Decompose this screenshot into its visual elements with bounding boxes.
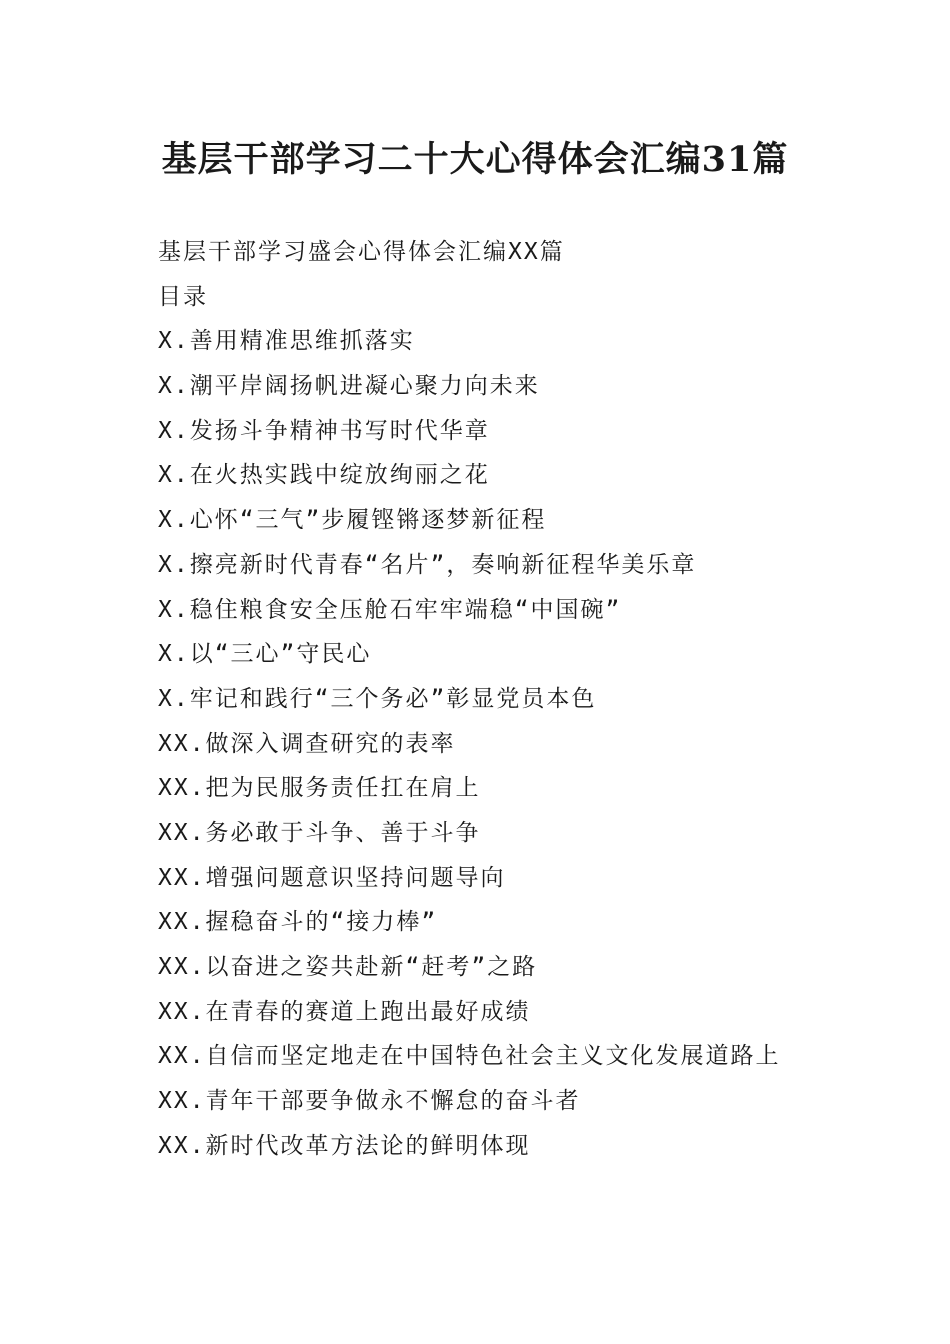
toc-item-text: 增强问题意识坚持问题导向 [205, 864, 506, 891]
toc-item-number: XX. [158, 819, 206, 846]
toc-item-number: X. [158, 328, 190, 355]
toc-item-number: X. [158, 641, 190, 668]
toc-item-number: XX. [158, 775, 206, 802]
toc-item-number: XX. [158, 1132, 206, 1159]
toc-item-text: 把为民服务责任扛在肩上 [205, 775, 481, 802]
toc-item-number: XX. [158, 1043, 206, 1070]
toc-item-text: 心怀“三气”步履铿锵逐梦新征程 [189, 507, 547, 534]
toc-item-text: 潮平岸阔扬帆进凝心聚力向未来 [189, 373, 540, 400]
toc-item [158, 588, 918, 633]
toc-item [158, 945, 918, 990]
toc-item-text: 善用精准思维抓落实 [189, 328, 415, 355]
toc-item [158, 1079, 918, 1124]
toc-item-number: X. [158, 596, 190, 623]
toc-item [158, 409, 918, 454]
toc-item [158, 543, 918, 588]
toc-item-number: X. [158, 685, 190, 712]
toc-item-text: 在青春的赛道上跑出最好成绩 [205, 998, 531, 1025]
toc-item-number: XX. [158, 1088, 206, 1115]
document-title: 基层干部学习二十大心得体会汇编31篇 [161, 139, 789, 180]
toc-heading: 目录 [158, 283, 208, 310]
toc-item [158, 364, 918, 409]
toc-item-text: 握稳奋斗的“接力棒” [205, 909, 438, 936]
toc-item [158, 722, 918, 767]
document-body [158, 230, 918, 1168]
subtitle: 基层干部学习盛会心得体会汇编XX篇 [158, 239, 565, 265]
toc-item [158, 900, 918, 945]
toc-item [158, 1034, 918, 1079]
toc-item-text: 在火热实践中绽放绚丽之花 [189, 462, 490, 489]
toc-item [158, 453, 918, 498]
toc-item-number: XX. [158, 730, 206, 757]
toc-item-text: 以奋进之姿共赴新“赶考”之路 [205, 954, 538, 980]
toc-item-number: XX. [158, 909, 206, 936]
toc-item-number: X. [158, 507, 190, 534]
toc-item-text: 青年干部要争做永不懈怠的奋斗者 [205, 1088, 581, 1115]
toc-item [158, 811, 918, 856]
toc-item-text: 做深入调查研究的表率 [205, 730, 456, 757]
toc-item [158, 319, 918, 364]
toc-item [158, 677, 918, 722]
toc-item-text: 新时代改革方法论的鲜明体现 [205, 1132, 531, 1159]
toc-item-number: X. [158, 373, 190, 400]
toc-item [158, 990, 918, 1035]
toc-item-text: 自信而坚定地走在中国特色社会主义文化发展道路上 [205, 1043, 781, 1070]
toc-item-text: 务必敢于斗争、善于斗争 [205, 819, 481, 846]
toc-list [158, 319, 918, 1168]
toc-item-text: 发扬斗争精神书写时代华章 [189, 417, 490, 444]
toc-item-number: X. [158, 417, 190, 444]
toc-item [158, 632, 918, 677]
toc-item [158, 856, 918, 901]
toc-item-text: 以“三心”守民心 [189, 641, 372, 668]
toc-item-number: X. [158, 462, 190, 489]
toc-item [158, 498, 918, 543]
toc-item-text: 牢记和践行“三个务必”彰显党员本色 [189, 685, 597, 712]
toc-item-number: XX. [158, 998, 206, 1025]
toc-item-text: 稳住粮食安全压舱石牢牢端稳“中国碗” [189, 596, 622, 623]
toc-item [158, 766, 918, 811]
toc-item-text: 擦亮新时代青春“名片”，奏响新征程华美乐章 [189, 551, 697, 578]
toc-item-number: X. [158, 551, 190, 578]
toc-item [158, 1124, 918, 1169]
toc-item-number: XX. [158, 954, 206, 980]
toc-item-number: XX. [158, 864, 206, 891]
